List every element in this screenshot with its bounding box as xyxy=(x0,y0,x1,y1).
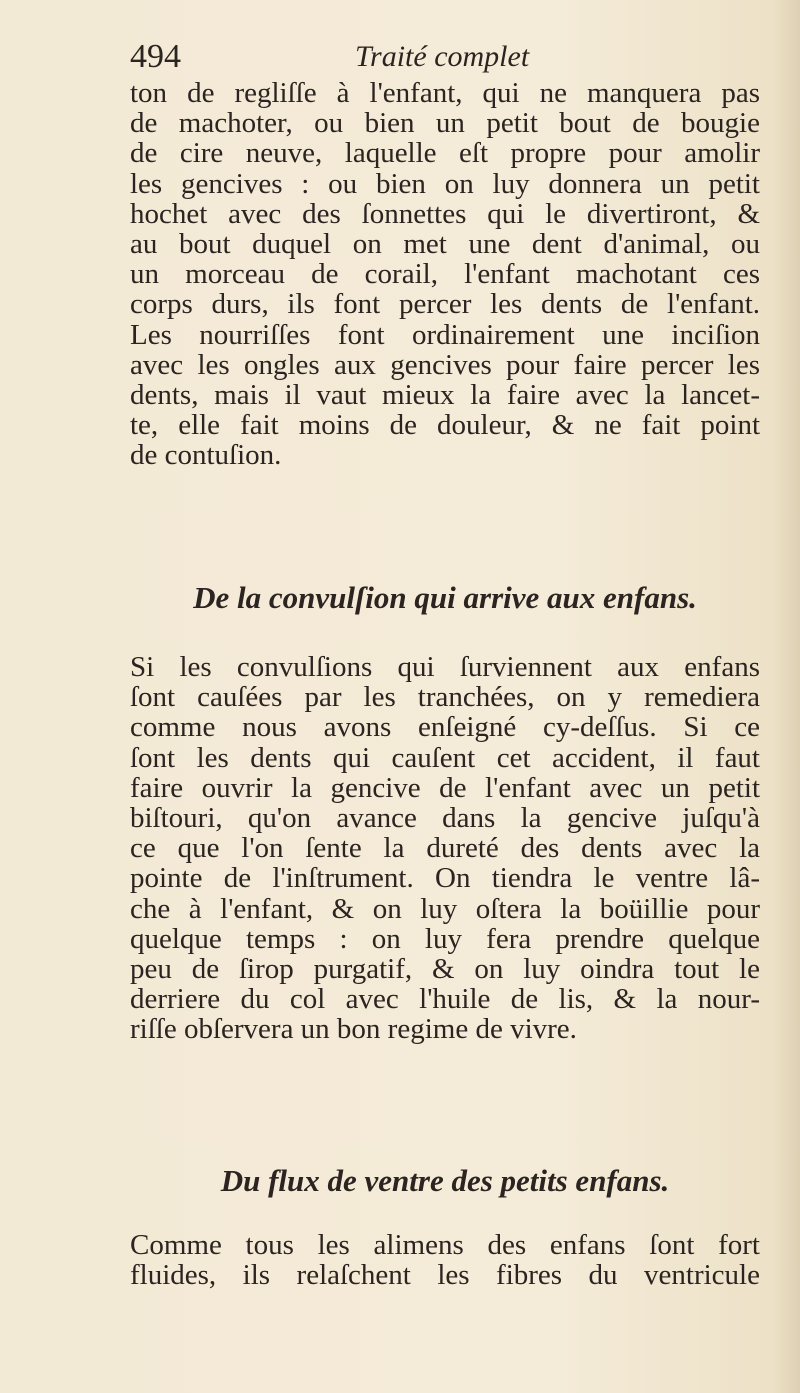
text-line: che à l'enfant, & on luy oſtera la boüillie pour xyxy=(130,892,760,925)
paragraph-teething-remedies xyxy=(130,78,760,471)
text-line: derriere du col avec l'huile de lis, & la nour- xyxy=(130,983,760,1016)
text-line: te, elle fait moins de douleur, & ne fait point xyxy=(130,409,760,442)
text-line: Si les convulſions qui ſurviennent aux enfans xyxy=(130,651,760,683)
running-title: Traité complet xyxy=(355,40,530,73)
text-line: les gencives : ou bien on luy donnera un petit xyxy=(130,167,760,200)
text-line: hochet avec des ſonnettes qui le divertiront, & xyxy=(130,197,760,230)
text-line: peu de ſirop purgatif, & on luy oindra tout le xyxy=(130,953,760,986)
text-line: de contuſion. xyxy=(130,439,282,472)
text-line: corps durs, ils font percer les dents de l'enfant. xyxy=(130,288,760,321)
text-line: pointe de l'inſtrument. On tiendra le ventre lâ- xyxy=(130,862,760,895)
text-line: quelque temps : on luy fera prendre quelque xyxy=(130,922,760,955)
text-line: faire ouvrir la gencive de l'enfant avec un petit xyxy=(130,771,760,804)
section-heading-flux: Du flux de ventre des petits enfans. xyxy=(220,1163,670,1198)
section-heading-convulsion: De la convulſion qui arrive aux enfans. xyxy=(193,580,697,615)
text-line: fluides, ils relaſchent les fibres du ventricule xyxy=(130,1259,760,1292)
paragraph-convulsion xyxy=(130,652,760,1045)
text-line: Les nourriſſes font ordinairement une inciſion xyxy=(130,318,760,351)
text-line: biſtouri, qu'on avance dans la gencive juſqu'à xyxy=(130,802,760,835)
text-line: ton de regliſſe à l'enfant, qui ne manquera pas xyxy=(130,77,760,109)
text-line: avec les ongles aux gencives pour faire percer les xyxy=(130,348,760,381)
paragraph-flux xyxy=(130,1230,760,1290)
text-line: dents, mais il vaut mieux la faire avec la lancet- xyxy=(130,379,760,412)
page-number: 494 xyxy=(130,38,181,75)
text-line: de cire neuve, laquelle eſt propre pour amolir xyxy=(130,137,760,170)
text-line: ſont les dents qui cauſent cet accident, il faut xyxy=(130,741,760,774)
text-line: au bout duquel on met une dent d'animal, ou xyxy=(130,228,760,261)
text-line: ſont cauſées par les tranchées, on y remediera xyxy=(130,681,760,714)
text-line: de machoter, ou bien un petit bout de bougie xyxy=(130,107,760,140)
text-line: Comme tous les alimens des enfans ſont fort xyxy=(130,1229,760,1261)
text-line: ce que l'on ſente la dureté des dents avec la xyxy=(130,832,760,865)
text-line: comme nous avons enſeigné cy-deſſus. Si ce xyxy=(130,711,760,744)
text-line: riſſe obſervera un bon regime de vivre. xyxy=(130,1013,577,1046)
text-line: un morceau de corail, l'enfant machotant ces xyxy=(130,258,760,291)
